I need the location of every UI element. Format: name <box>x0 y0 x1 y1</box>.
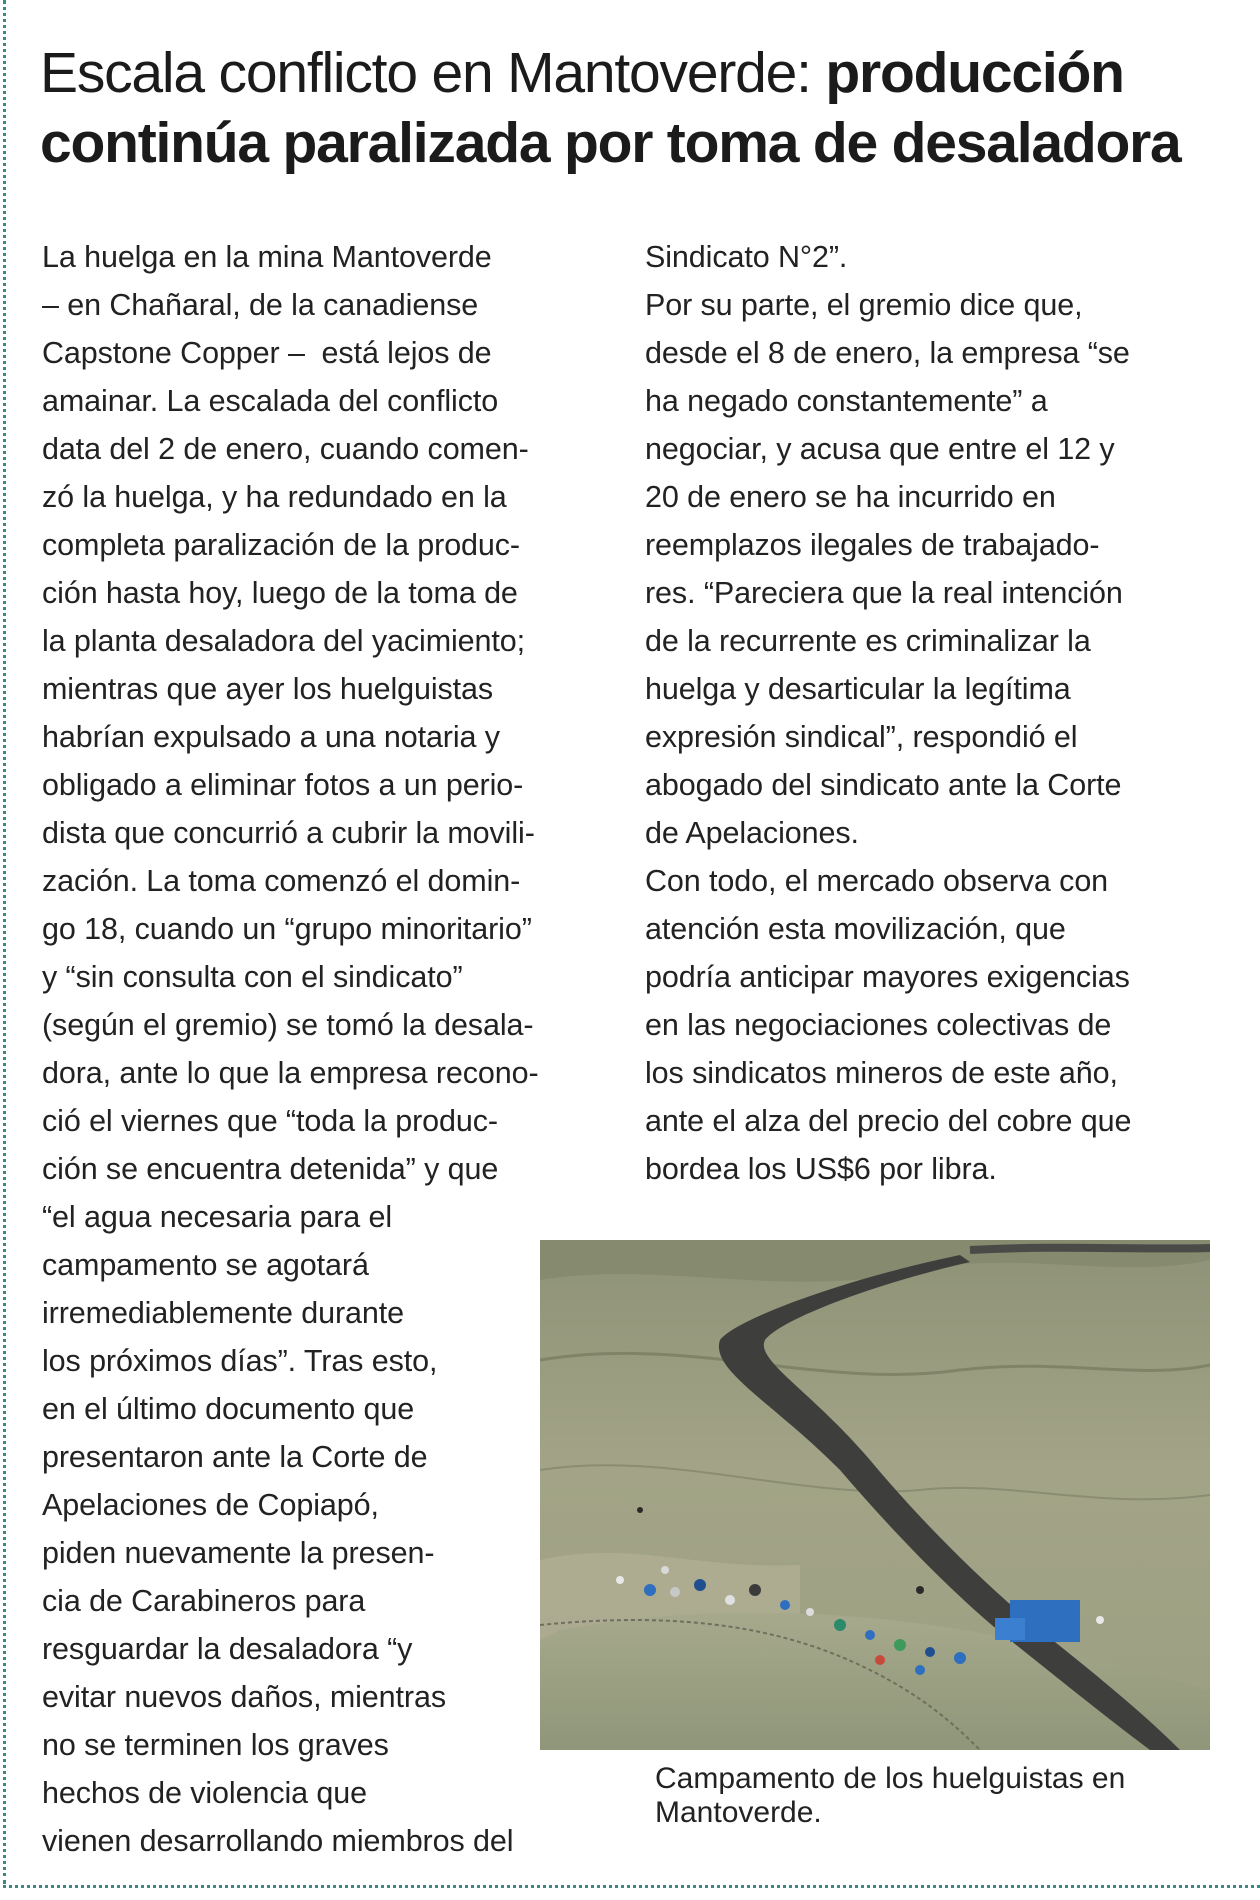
car <box>806 1608 814 1616</box>
tent <box>834 1619 846 1631</box>
camp-aerial-image <box>540 1240 1210 1750</box>
article-text-line: irremediablemente durante <box>42 1296 405 1330</box>
article-text-line: obligado a eliminar fotos a un perio- <box>42 768 524 802</box>
article-text-line: vienen desarrollando miembros del <box>42 1824 514 1858</box>
article-text-line: desde el 8 de enero, la empresa “se <box>645 336 1130 370</box>
article-text-line: dora, ante lo que la empresa recono- <box>42 1056 539 1090</box>
photo-caption: Campamento de los huelguistas en Mantoverde. <box>655 1762 1126 1829</box>
tent <box>780 1600 790 1610</box>
article-text-line: La huelga en la mina Mantoverde <box>42 240 492 274</box>
tent <box>915 1665 925 1675</box>
article-headline <box>40 38 1240 178</box>
article-text-line: en las negociaciones colectivas de <box>645 1008 1112 1042</box>
page-border-bottom <box>3 1885 1260 1888</box>
article-photo <box>540 1240 1210 1750</box>
article-text-line: zación. La toma comenzó el domin- <box>42 864 521 898</box>
tent <box>694 1579 706 1591</box>
article-text-line: res. “Pareciera que la real intención <box>645 576 1123 610</box>
article-text-line: go 18, cuando un “grupo minoritario” <box>42 912 532 946</box>
article-text-line: no se terminen los graves <box>42 1728 389 1762</box>
article-text-line: expresión sindical”, respondió el <box>645 720 1078 754</box>
article-text-line: – en Chañaral, de la canadiense <box>42 288 479 322</box>
article-column-right <box>645 233 1131 1193</box>
article-column-left <box>42 233 539 1865</box>
tent <box>865 1630 875 1640</box>
article-text-line: ha negado constantemente” a <box>645 384 1048 418</box>
tent <box>725 1595 735 1605</box>
tent <box>644 1584 656 1596</box>
article-text-line: hechos de violencia que <box>42 1776 367 1810</box>
article-text-line: presentaron ante la Corte de <box>42 1440 428 1474</box>
car <box>1096 1616 1104 1624</box>
article-text-line: de la recurrente es criminalizar la <box>645 624 1091 658</box>
article-text-line: dista que concurrió a cubrir la movili- <box>42 816 535 850</box>
car <box>916 1586 924 1594</box>
article-text-line: mientras que ayer los huelguistas <box>42 672 494 706</box>
article-text-line: y “sin consulta con el sindicato” <box>42 960 463 994</box>
article-text-line: habrían expulsado a una notaria y <box>42 720 500 754</box>
headline-light-part: Escala conflicto en Mantoverde: <box>40 41 826 105</box>
article-text-line: Capstone Copper – está lejos de <box>42 336 492 370</box>
article-text-line: reemplazos ilegales de trabajado- <box>645 528 1100 562</box>
article-text-line: completa paralización de la produc- <box>42 528 520 562</box>
article-text-line: evitar nuevos daños, mientras <box>42 1680 446 1714</box>
tent <box>954 1652 966 1664</box>
article-text-line: ción hasta hoy, luego de la toma de <box>42 576 518 610</box>
article-text-line: (según el gremio) se tomó la desala- <box>42 1008 534 1042</box>
article-text-line: ció el viernes que “toda la produc- <box>42 1104 498 1138</box>
article-text-line: ante el alza del precio del cobre que <box>645 1104 1132 1138</box>
article-text-line: los sindicatos mineros de este año, <box>645 1056 1118 1090</box>
article-text-line: huelga y desarticular la legítima <box>645 672 1071 706</box>
car <box>661 1566 669 1574</box>
car <box>637 1507 643 1513</box>
tent <box>749 1584 761 1596</box>
article-text-line: cia de Carabineros para <box>42 1584 366 1618</box>
headline-bold-part: producción continúa paralizada por toma de desaladora <box>40 41 1181 175</box>
article-text-line: ción se encuentra detenida” y que <box>42 1152 499 1186</box>
article-text-line: abogado del sindicato ante la Corte <box>645 768 1122 802</box>
tent <box>875 1655 885 1665</box>
article-text-line: piden nuevamente la presen- <box>42 1536 435 1570</box>
blue-tarp-small <box>995 1618 1025 1640</box>
car <box>616 1576 624 1584</box>
article-text-line: 20 de enero se ha incurrido en <box>645 480 1056 514</box>
article-text-line: resguardar la desaladora “y <box>42 1632 413 1666</box>
article-text-line: Apelaciones de Copiapó, <box>42 1488 379 1522</box>
article-text-line: los próximos días”. Tras esto, <box>42 1344 438 1378</box>
article-text-line: la planta desaladora del yacimiento; <box>42 624 526 658</box>
tent <box>894 1639 906 1651</box>
tent <box>670 1587 680 1597</box>
road-far <box>970 1248 1210 1250</box>
article-text-line: data del 2 de enero, cuando comen- <box>42 432 529 466</box>
article-text-line: en el último documento que <box>42 1392 415 1426</box>
article-text-line: podría anticipar mayores exigencias <box>645 960 1130 994</box>
article-text-line: atención esta movilización, que <box>645 912 1066 946</box>
article-text-line: Sindicato N°2”. <box>645 240 848 274</box>
article-text-line: campamento se agotará <box>42 1248 369 1282</box>
article-text-line: amainar. La escalada del conflicto <box>42 384 499 418</box>
article-text-line: Con todo, el mercado observa con <box>645 864 1109 898</box>
article-text-line: de Apelaciones. <box>645 816 859 850</box>
article-text-line: zó la huelga, y ha redundado en la <box>42 480 507 514</box>
tent <box>925 1647 935 1657</box>
article-text-line: negociar, y acusa que entre el 12 y <box>645 432 1115 466</box>
article-text-line: “el agua necesaria para el <box>42 1200 393 1234</box>
page-border-left <box>3 0 6 1884</box>
article-text-line: Por su parte, el gremio dice que, <box>645 288 1083 322</box>
article-text-line: bordea los US$6 por libra. <box>645 1152 997 1186</box>
